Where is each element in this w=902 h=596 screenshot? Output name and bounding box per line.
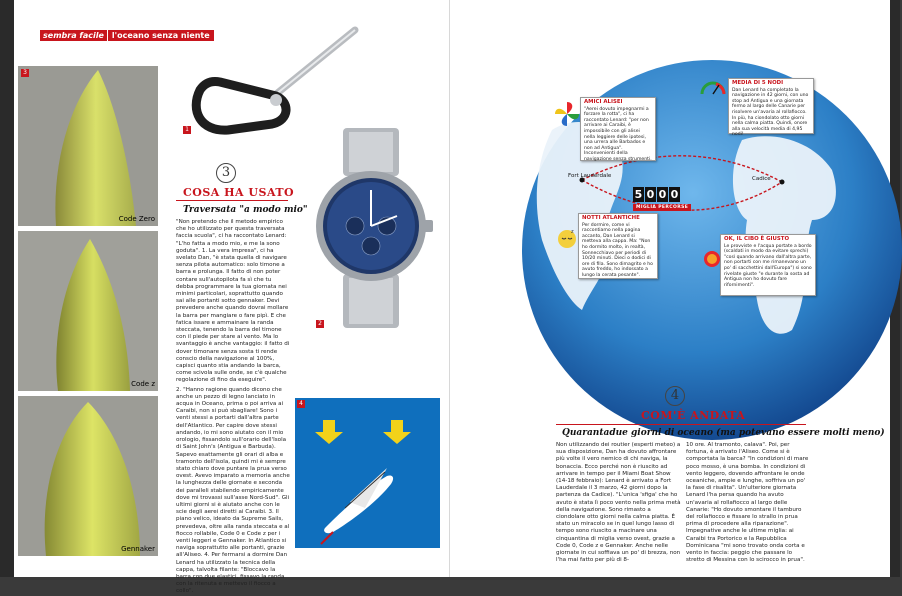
product-number: 2 bbox=[316, 320, 324, 328]
sail-photo-code-zero bbox=[18, 66, 158, 226]
callout-title: OK, IL CIBO È GIUSTO bbox=[724, 236, 790, 242]
diagram-number: 4 bbox=[297, 400, 305, 408]
section-number: 3 bbox=[216, 163, 236, 183]
section-subtitle: Traversata "a modo mio" bbox=[183, 205, 308, 215]
callout-title: NOTTI ATLANTICHE bbox=[582, 215, 640, 221]
section-title: COM'È ANDATA bbox=[641, 409, 746, 422]
sail-caption: Gennaker bbox=[121, 545, 155, 553]
miles-digit: 0 bbox=[658, 188, 667, 201]
callout-text: "Aerei dovuto impegnarmi a forzare la rotta", ci ha raccontato Lenard: "per non arrivare ai Caraibi, è impossibile con gli alisei nella leggiere delle ipotesi, una urrera alle Barbados e non ad Antigua". Inconvenienti della navigazione senza strumenti. bbox=[584, 106, 652, 162]
miles-digit: 0 bbox=[646, 188, 655, 201]
miles-digit: 5 bbox=[634, 188, 643, 201]
sail-shape bbox=[18, 231, 158, 391]
food-icon bbox=[703, 250, 721, 268]
callout-text: Dan Lenard ha completato la navigazione in 42 giorni, con uno stop ad Antigua e una giornata fermo al largo delle Canarie per risolvere un'avaria al rollafiocco. In più, ha ciondolato otto giorni nella calma piatta. Quindi, onore alla sua velocità media di 4,95 nodi! bbox=[732, 87, 809, 138]
section3-body bbox=[176, 219, 290, 595]
svg-text:z: z bbox=[571, 229, 574, 235]
callout-media bbox=[728, 78, 814, 138]
sail-shape bbox=[18, 66, 158, 226]
callout-cibo bbox=[720, 234, 816, 296]
speedometer-icon bbox=[700, 78, 726, 96]
section-number: 4 bbox=[665, 386, 685, 406]
watch-image bbox=[305, 128, 440, 328]
callout-title: MEDIA DI 5 NODI bbox=[732, 80, 784, 86]
callout-text: Per dormire, come vi raccontiamo nella pagina accanto, Dan Lenard si metteva alla cappa. Ma: "Non ho dormito molto, in realtà, Sonnecchiavo per periodi di 10/20 minuti. Dieci o dodici di ore di fila. Sono dimagrito e ho avuto freddo, ho indossato a lungo la cerata pesante". bbox=[582, 222, 653, 278]
paragraph: 2. "Hanno ragione quando dicono che anche un pezzo di legno lanciato in acqua in Oceano, prima o poi arriva ai Caraibi, non si può sbagliare! Sono i venti stessi a portarti dall'altra parte dell'Atlantico. Per capire dove stessi andando, io mi sono aiutato con il mio orologio, fissandolo sull'orario dell'Isola di Saint John's (Antigua e Barbuda). Sapevo esattamente gli orari di alba e tramonto dell'isola, quindi mi è sempre stato chiaro dove puntare la prua verso ovest. Avevo imparato a memoria anche la lunghezza delle giornate e seconda dei paralleli stabilendo empiricamente dove mi trovassi sull'asse Nord-Sud". Gli ultimi giorni si è aiutato anche con le scie degli aerei diretti ai Caraibi. 3. Il piano velico, ideato da Supreme Sails, prevedeva, oltre alla randa steccata e al fiocco rollabile, Code 0 e Code z per i venti leggeri e Gennaker. In Atlantico si naviga soprattutto alle portanti, grazie all'Aliseo. 4. Per fermarsi a dormire Dan Lenard ha utilizzato la tecnica della cappa, talvolta filante: "Bloccavo la barra con due elastici, fissavo la randa con la ritenuta e mettevo il fiocco a collo". bbox=[176, 386, 290, 595]
sleeping-face-icon bbox=[556, 228, 578, 248]
place-destination: Cadice bbox=[752, 176, 771, 182]
product-number: 1 bbox=[183, 126, 191, 134]
sail-photo-gennaker bbox=[18, 396, 158, 556]
place-origin: Fort Lauderdale bbox=[568, 173, 612, 179]
heave-to-diagram bbox=[295, 398, 440, 548]
paragraph: "Non pretendo che il metodo empirico che ho utilizzato per questa traversata faccia scuola", ci ha raccontato Lenard: "L'ho fatta a modo mio, e me la sono goduta". 1. La vera impresa", ci ha svelato Dan, "è stata quella di navigare senza pilota automatico: solo timone a barra e prolunga. Il fatto di non poter contare sull'autopilota fa sì che tu debba programmare la tua giornata nei minimi particolari, soprattutto quando sai alle portanti sotto gennaker. Devi prevedere anche quando dovrai mollare la barra per mangiare o fare pipì. E che fatica issare e ammainare la randa steccata, tenendo la barra del timone con il piede per stare al vento. Ma lo svantaggio è anche vantaggio: il fatto di dover timonare senza sosta ti rende conscio della navigazione al 100%, capisci quanto stia andando la barca, come scivola sulle onde, se c'è qualche regolazione di fino da eseguire". bbox=[176, 219, 290, 384]
diagram-drawing bbox=[295, 398, 440, 548]
header-brand: sembra facile bbox=[40, 30, 107, 41]
sail-caption: Code Zero bbox=[118, 215, 155, 223]
callout-title: AMICI ALISEI bbox=[584, 99, 623, 105]
sail-number: 3 bbox=[21, 69, 29, 77]
miles-counter bbox=[633, 187, 681, 202]
miles-label: MIGLIA PERCORSE bbox=[633, 204, 691, 211]
section4-column-2: 10 ore. Al tramonto, calava". Poi, per fortuna, è arrivato l'Aliseo. Come si è comportata la barca? "In condizioni di mare poco mosso, è una bomba. In condizioni di vento leggero, dovendo affrontare le onde oceaniche, ampie e lunghe, soffriva un po' la fase di risalita". Un'ulteriore giornata Lenard l'ha persa quando ha avuto un'avaria al rollafiocco al largo delle Canarie: "Ho dovuto smontare il tamburo del rollafiocco e fissare lo strallo in prua prima di procedere alla riparazione". Impegnative anche le ultime miglia: ai Caraibi tra Portorico e la Repubblica Dominicana "mi sono trovato onda corta e vento in faccia: peggio che passare lo stretto di Messina con lo scirocco in prua". bbox=[686, 442, 809, 564]
sail-shape bbox=[18, 396, 158, 556]
section-subtitle: Quarantadue giorni di oceano (ma potevano essere molti meno) bbox=[562, 428, 885, 438]
sail-caption: Code z bbox=[131, 380, 155, 388]
section-rule bbox=[176, 200, 288, 201]
pinwheel-icon bbox=[553, 100, 581, 128]
sail-photo-code-z bbox=[18, 231, 158, 391]
callout-alisei bbox=[580, 97, 656, 161]
header-title: l'oceano senza niente bbox=[107, 30, 214, 41]
tiller-extension-image bbox=[180, 20, 370, 140]
callout-notti bbox=[578, 213, 658, 279]
spread-left-edge bbox=[0, 0, 14, 577]
section-rule bbox=[556, 424, 806, 425]
section-title: COSA HA USATO bbox=[183, 186, 295, 199]
miles-digit: 0 bbox=[670, 188, 679, 201]
section4-column-1: Non utilizzando dei routier (esperti meteo) a sua disposizione, Dan ha dovuto affrontare più volte il vero nemico di chi naviga, la bonaccia. Ecco perché non è riuscito ad arrivare in tempo per il Miami Boat Show (14-18 febbraio): Lenard è arrivato a Fort Lauderdale il 3 marzo, 42 giorni dopo la partenza da Cadice). "L'unica 'sfiga' che ho avuto è stata lì poco vento nella prima metà della navigazione. Sono rimasto a ciondolare otto giorni nella calma piatta. È stato un miracolo se in quel lungo lasso di tempo sono riuscito a macinare una cinquantina di miglia verso ovest, grazie a Code 0, Code z e Gennaker. Anche nelle giornate in cui soffiava un po' di brezza, non l'ha mai fatto per più di 8- bbox=[556, 442, 681, 564]
callout-text: Le provviste e l'acqua portate a bordo (scaldati in modo da evitare sprechi) "così quando arrivano dall'altra parte, non portarti con me rimanevano un po' di sacchettini dall'Europa") si sono rivelate giuste "e durante la sosta ad Antigua non ho dovuto fare rifornimenti". bbox=[724, 243, 812, 288]
